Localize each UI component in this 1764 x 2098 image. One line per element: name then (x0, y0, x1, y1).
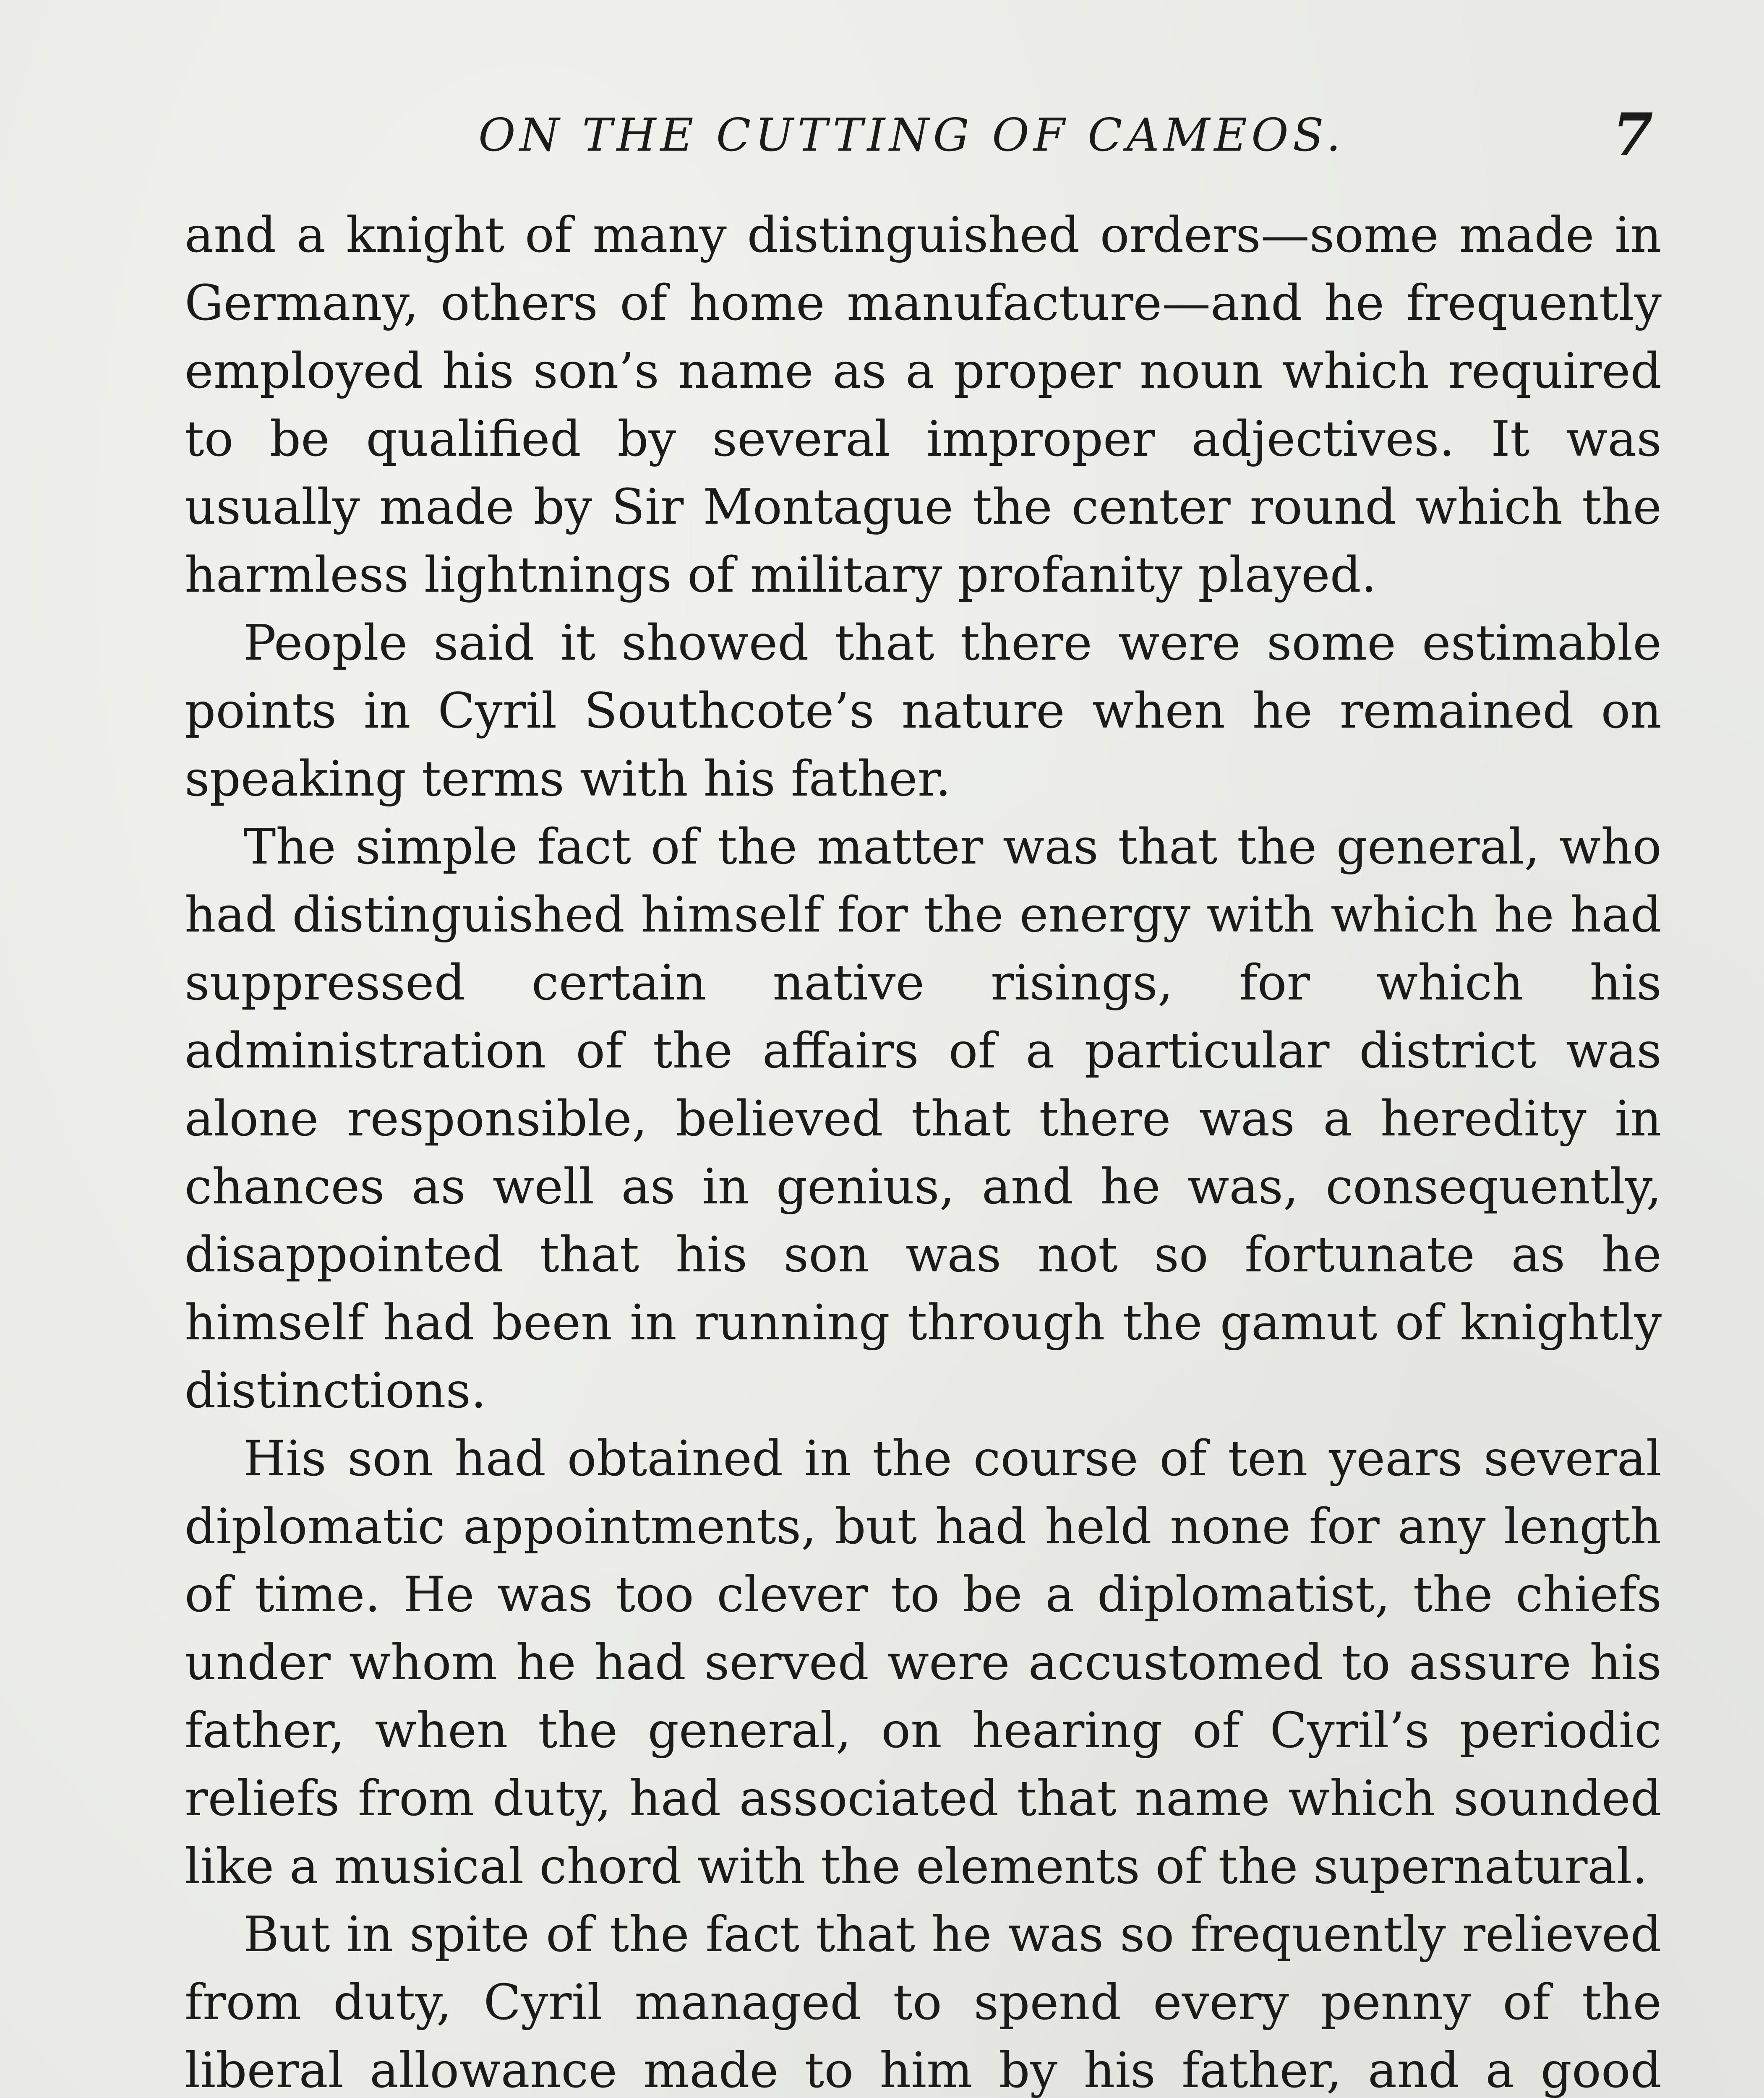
body-text (185, 201, 1662, 2098)
paragraph-1: and a knight of many distinguished orders—some made in Germany, others of home manufacture—and he frequently employed his son’s name as a proper noun which required to be qualified by several improper adjectives. It was usually made by Sir Montague the center round which the harmless lightnings of military profanity played. (185, 207, 1662, 603)
running-title: ON THE CUTTING OF CAMEOS. (478, 109, 1345, 162)
running-head (185, 101, 1653, 176)
paragraph-2: People said it showed that there were some estimable points in Cyril Southcote’s nature when he remained on speaking terms with his father. (185, 615, 1662, 807)
paragraph-4: His son had obtained in the course of ten years several diplomatic appointments, but had held none for any length of time. He was too clever to be a diplomatist, the chiefs under whom he had served were accustomed to assure his father, when the general, on hearing of Cyril’s periodic reliefs from duty, had associated that name which sounded like a musical chord with the elements of the supernatural. (185, 1430, 1662, 1895)
paragraph-5: But in spite of the fact that he was so frequently relieved from duty, Cyril managed to spend every penny of the liberal allowance made to him by his father, and a good (185, 1906, 1662, 2098)
page-number: 7 (1612, 101, 1653, 170)
paragraph-3: The simple fact of the matter was that the general, who had distinguished himself for the energy with which he had suppressed certain native risings, for which his administration of the affairs of a particular district was alone responsible, believed that there was a heredity in chances as well as in genius, and he was, consequently, disappointed that his son was not so fortunate as he himself had been in running through the gamut of knightly distinctions. (185, 819, 1662, 1419)
